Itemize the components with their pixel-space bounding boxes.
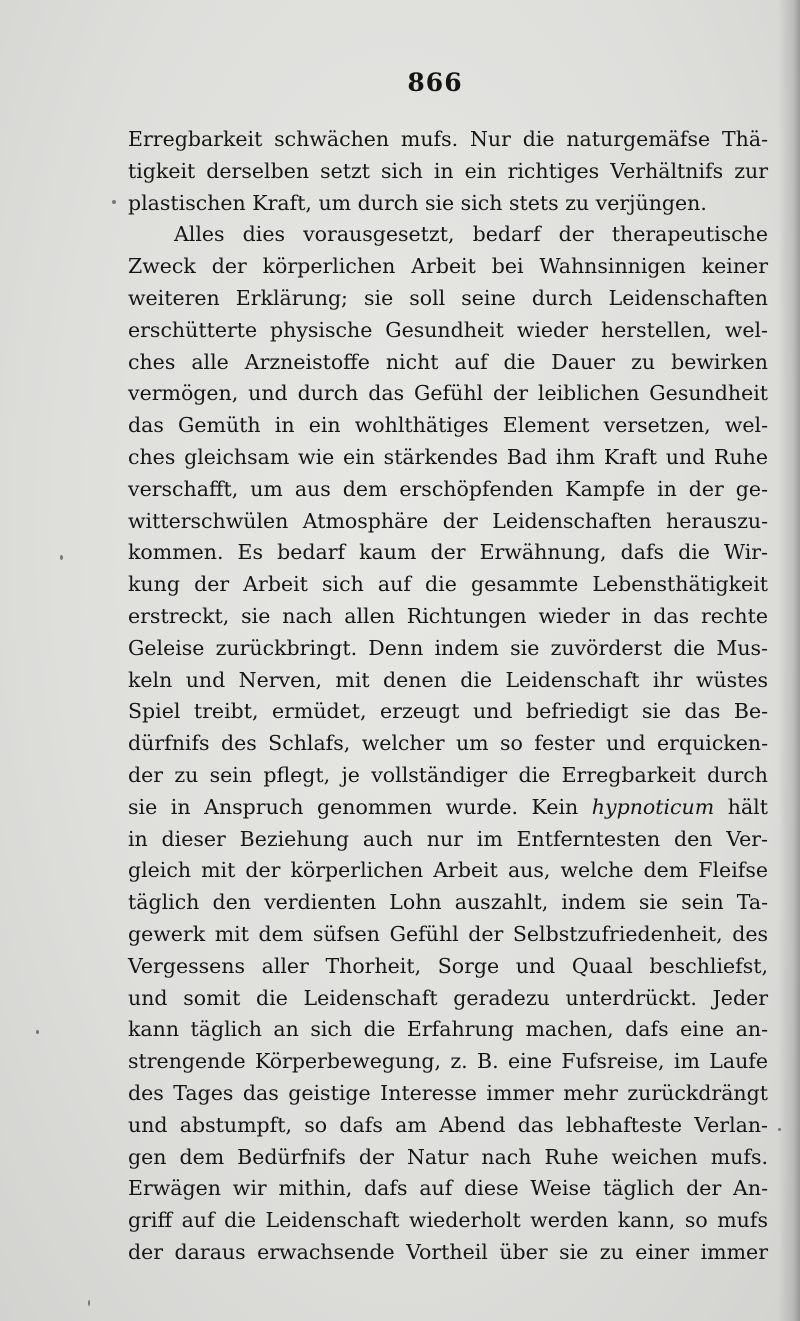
paper-speck bbox=[88, 1300, 90, 1306]
text-line: Erregbarkeit schwächen mufs. Nur die naturgemäfse Thä- bbox=[128, 127, 768, 151]
text-line: Zweck der körperlichen Arbeit bei Wahnsinnigen keiner bbox=[128, 254, 768, 279]
text-line: gleich mit der körperlichen Arbeit aus, welche dem Fleifse bbox=[128, 858, 768, 883]
text-line: griff auf die Leidenschaft wiederholt werden kann, so mufs bbox=[128, 1208, 768, 1233]
text-line: witterschwülen Atmosphäre der Leidenschaften herauszu- bbox=[128, 508, 768, 533]
paper-speck bbox=[60, 555, 63, 560]
text-line: Erwägen wir mithin, dafs auf diese Weise täglich der An- bbox=[128, 1176, 768, 1201]
text-line: erschütterte physische Gesundheit wieder herstellen, wel- bbox=[128, 317, 768, 342]
text-line: und abstumpft, so dafs am Abend das lebhafteste Verlan- bbox=[128, 1112, 768, 1137]
text-line: kann täglich an sich die Erfahrung machen, dafs eine an- bbox=[128, 1017, 768, 1042]
text-line: gen dem Bedürfnifs der Natur nach Ruhe weichen mufs. bbox=[128, 1144, 768, 1169]
paper-speck bbox=[778, 1128, 781, 1131]
text-line: des Tages das geistige Interesse immer mehr zurückdrängt bbox=[128, 1080, 768, 1105]
text-line: vermögen, und durch das Gefühl der leiblichen Gesundheit bbox=[128, 381, 768, 406]
text-line: der zu sein pflegt, je vollständiger die Erregbarkeit durch bbox=[128, 762, 768, 787]
text-line: kommen. Es bedarf kaum der Erwähnung, dafs die Wir- bbox=[128, 540, 768, 565]
text-line: sie in Anspruch genommen wurde. Kein hypnoticum hält bbox=[128, 794, 768, 819]
text-line: Spiel treibt, ermüdet, erzeugt und befriedigt sie das Be- bbox=[128, 699, 768, 724]
paper-speck bbox=[36, 1030, 39, 1034]
text-line: Vergessens aller Thorheit, Sorge und Quaal beschliefst, bbox=[128, 953, 768, 978]
text-line: weiteren Erklärung; sie soll seine durch Leidenschaften bbox=[128, 285, 768, 310]
text-line: täglich den verdienten Lohn auszahlt, indem sie sein Ta- bbox=[128, 890, 768, 915]
text-line: ches gleichsam wie ein stärkendes Bad ihm Kraft und Ruhe bbox=[128, 444, 768, 469]
text-line: kung der Arbeit sich auf die gesammte Lebensthätigkeit bbox=[128, 572, 768, 597]
text-line: das Gemüth in ein wohlthätiges Element versetzen, wel- bbox=[128, 413, 768, 438]
body-text bbox=[128, 124, 768, 1269]
page-number: 866 bbox=[407, 68, 463, 97]
text-line: gewerk mit dem süfsen Gefühl der Selbstzufriedenheit, des bbox=[128, 921, 768, 946]
text-line: Geleise zurückbringt. Denn indem sie zuvörderst die Mus- bbox=[128, 635, 768, 660]
text-line: dürfnifs des Schlafs, welcher um so fester und erquicken- bbox=[128, 731, 768, 756]
page-edge-shadow bbox=[778, 0, 800, 1321]
italic-term: hypnoticum bbox=[591, 794, 715, 819]
paragraph-start-line: Alles dies vorausgesetzt, bedarf der therapeutische bbox=[174, 222, 768, 247]
text-line: keln und Nerven, mit denen die Leidenschaft ihr wüstes bbox=[128, 667, 768, 692]
text-line: strengende Körperbewegung, z. B. eine Fufsreise, im Laufe bbox=[128, 1049, 768, 1074]
text-line: tigkeit derselben setzt sich in ein richtiges Verhältnifs zur bbox=[128, 158, 768, 183]
text-line: der daraus erwachsende Vortheil über sie zu einer immer bbox=[128, 1239, 768, 1264]
text-line: verschafft, um aus dem erschöpfenden Kampfe in der ge- bbox=[128, 476, 768, 501]
text-line: erstreckt, sie nach allen Richtungen wieder in das rechte bbox=[128, 603, 768, 628]
text-line: plastischen Kraft, um durch sie sich stets zu verjüngen. bbox=[128, 190, 707, 215]
text-line: in dieser Beziehung auch nur im Entferntesten den Ver- bbox=[128, 826, 768, 851]
paper-speck bbox=[112, 200, 116, 204]
text-line: ches alle Arzneistoffe nicht auf die Dauer zu bewirken bbox=[128, 349, 768, 374]
text-line: und somit die Leidenschaft geradezu unterdrückt. Jeder bbox=[128, 985, 768, 1010]
